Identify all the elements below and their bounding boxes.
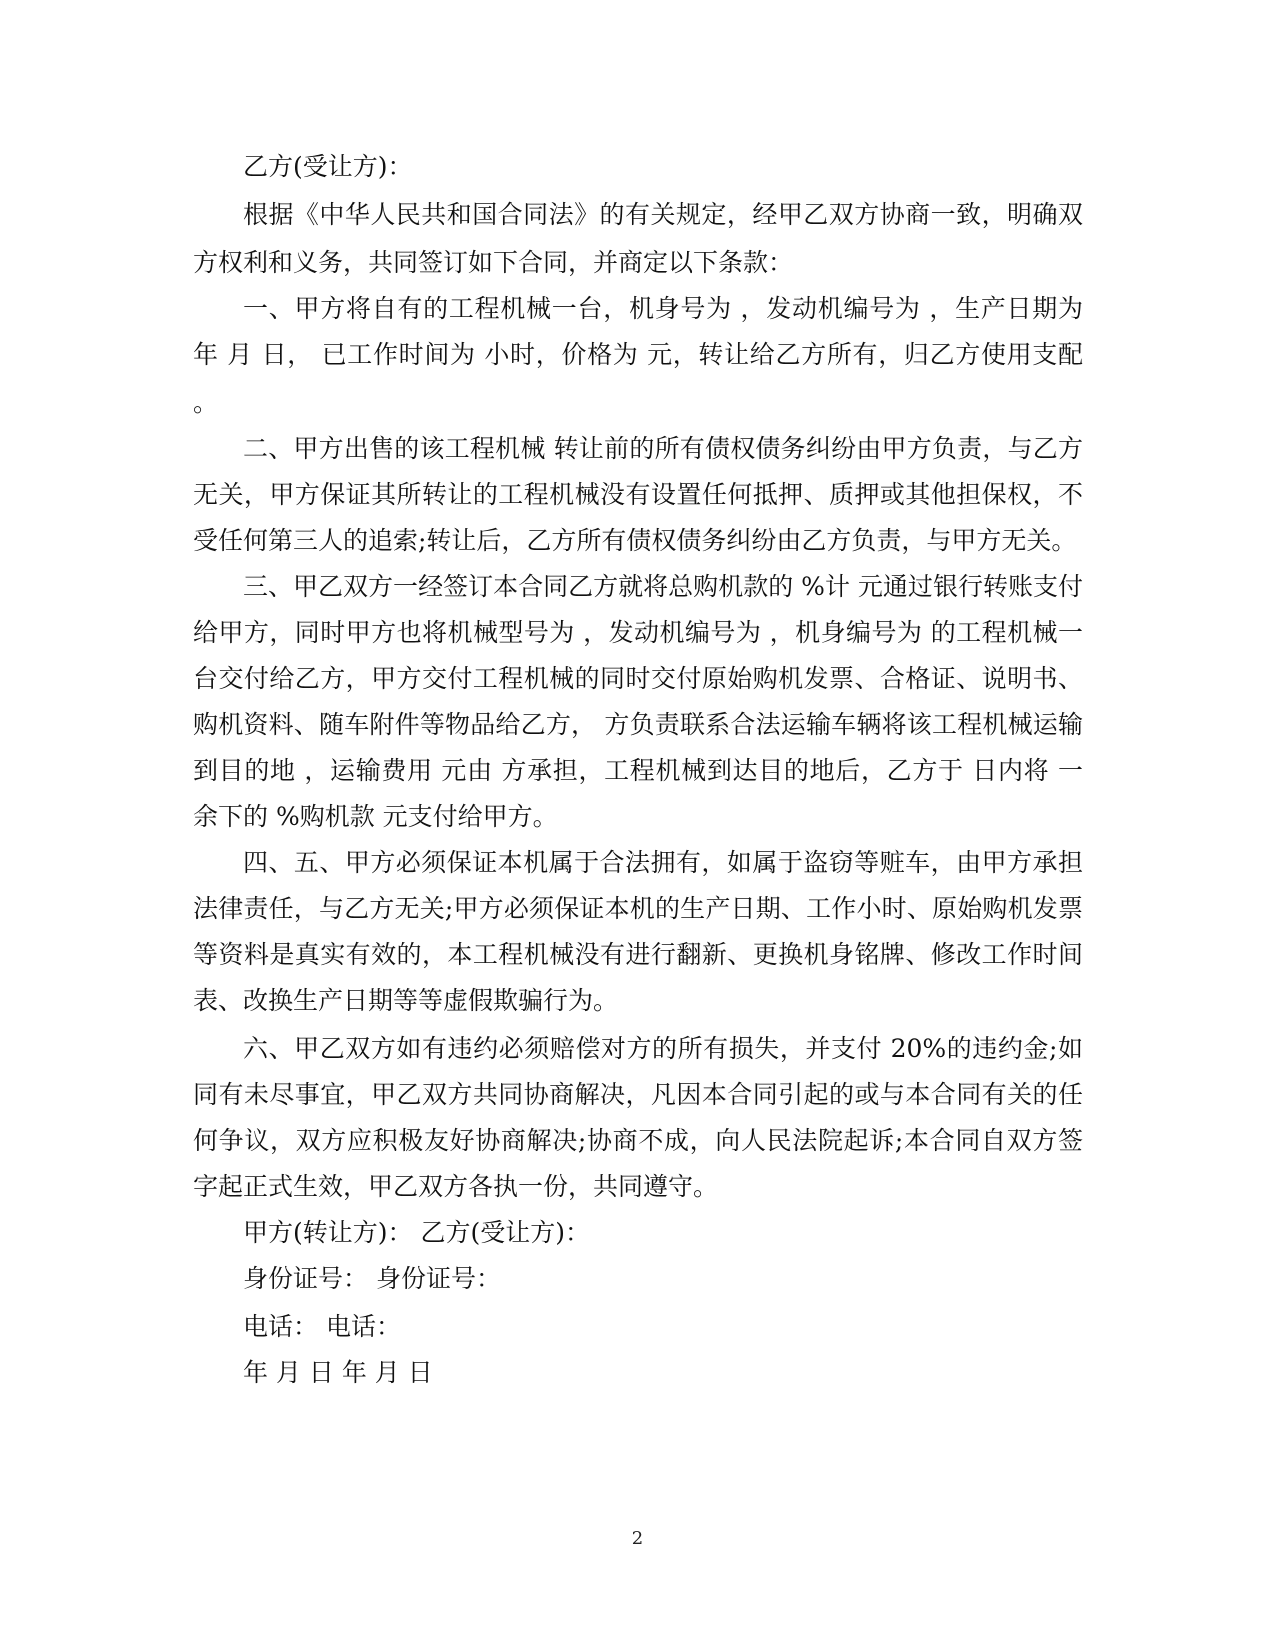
clause-4-5-line-1: 四、五、甲方必须保证本机属于合法拥有，如属于盗窃等赃车，由甲方承担 xyxy=(243,848,1083,877)
clause-3-line-3: 台交付给乙方，甲方交付工程机械的同时交付原始购机发票、合格证、说明书、 xyxy=(193,664,1083,693)
clause-3-line-5: 到目的地 ，运输费用 元由 方承担，工程机械到达目的地后，乙方于 日内将 一 xyxy=(193,756,1083,785)
clause-3-line-4: 购机资料、随车附件等物品给乙方， 方负责联系合法运输车辆将该工程机械运输 xyxy=(193,710,1083,739)
clause-2-line-2: 无关，甲方保证其所转让的工程机械没有设置任何抵押、质押或其他担保权，不 xyxy=(193,480,1083,509)
clause-4-5-line-2: 法律责任，与乙方无关;甲方必须保证本机的生产日期、工作小时、原始购机发票 xyxy=(193,894,1083,923)
clause-3-line-6: 余下的 %购机款 元支付给甲方。 xyxy=(193,802,558,831)
paragraph-intro-line-2: 方权利和义务，共同签订如下合同，并商定以下条款： xyxy=(193,248,794,277)
clause-2-line-3: 受任何第三人的追索;转让后，乙方所有债权债务纠纷由乙方负责，与甲方无关。 xyxy=(193,526,1077,555)
clause-6-line-2: 同有未尽事宜，甲乙双方共同协商解决，凡因本合同引起的或与本合同有关的任 xyxy=(193,1080,1083,1109)
clause-4-5-line-3: 等资料是真实有效的，本工程机械没有进行翻新、更换机身铭牌、修改工作时间 xyxy=(193,940,1083,969)
signature-id-numbers: 身份证号： 身份证号： xyxy=(243,1264,501,1293)
signature-phones: 电话： 电话： xyxy=(243,1312,401,1341)
page-number: 2 xyxy=(631,1528,644,1549)
signature-dates: 年 月 日 年 月 日 xyxy=(243,1358,433,1387)
party-b-heading: 乙方(受让方)： xyxy=(243,152,413,181)
clause-1-line-2: 年 月 日， 已工作时间为 小时，价格为 元，转让给乙方所有，归乙方使用支配 xyxy=(193,340,1083,369)
clause-4-5-line-4: 表、改换生产日期等等虚假欺骗行为。 xyxy=(193,986,619,1015)
paragraph-intro-line-1: 根据《中华人民共和国合同法》的有关规定，经甲乙双方协商一致，明确双 xyxy=(243,200,1083,229)
clause-3-line-2: 给甲方，同时甲方也将机械型号为 ，发动机编号为 ，机身编号为 的工程机械一 xyxy=(193,618,1083,647)
clause-6-line-4: 字起正式生效，甲乙双方各执一份，共同遵守。 xyxy=(193,1172,719,1201)
clause-2-line-1: 二、甲方出售的该工程机械 转让前的所有债权债务纠纷由甲方负责，与乙方 xyxy=(243,434,1083,463)
clause-1-line-1: 一、甲方将自有的工程机械一台，机身号为 ，发动机编号为 ，生产日期为 xyxy=(243,294,1083,323)
clause-6-line-1: 六、甲乙双方如有违约必须赔偿对方的所有损失，并支付 20%的违约金;如 xyxy=(243,1034,1083,1063)
clause-1-line-3: 。 xyxy=(193,388,219,417)
clause-6-line-3: 何争议，双方应积极友好协商解决;协商不成，向人民法院起诉;本合同自双方签 xyxy=(193,1126,1083,1155)
signature-parties: 甲方(转让方)： 乙方(受让方)： xyxy=(243,1218,590,1247)
clause-3-line-1: 三、甲乙双方一经签订本合同乙方就将总购机款的 %计 元通过银行转账支付 xyxy=(243,572,1083,601)
